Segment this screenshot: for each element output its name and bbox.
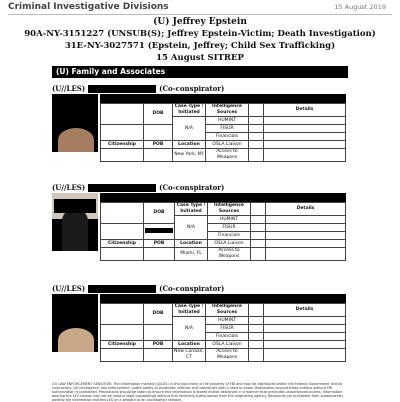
photo-figure xyxy=(58,128,94,152)
redacted-dob xyxy=(145,228,173,233)
pob-label: POB xyxy=(144,240,175,248)
photo-redaction xyxy=(54,94,96,112)
pob-label: POB xyxy=(144,141,173,149)
sitrep-date: 15 August SITREP xyxy=(156,53,244,63)
financials-label: Financials xyxy=(206,333,249,341)
page-header xyxy=(0,0,400,16)
dob-value xyxy=(144,325,173,341)
redacted-name-bar xyxy=(100,193,346,202)
humint-label: HUMINT xyxy=(208,216,251,224)
details-label: Details xyxy=(264,304,346,317)
redacted-name-bar xyxy=(100,94,346,103)
photo-redaction xyxy=(54,294,96,312)
les-disclaimer: (U) LAW ENFORCEMENT SENSITIVE: The information marked (U//LES) in this document is the property of FBI and may be distributed within the Federal Government and its contractors, US intelligence, law enforcement, public safety or protection officials and individuals with a need to know. Distribution beyond these entities without FBI authorization is prohibited. Precautions should be taken to ensure this information is stored and/or destroyed in a manner that precludes unauthorized access. Information bearing the LES caveat may not be used in legal proceedings without first receiving authorization from the originating agency. Recipients are prohibited from subsequently posting the information marked LES on a website or an unclassified network. xyxy=(52,382,344,402)
location-value: New York, NY xyxy=(173,149,206,162)
humint-label: HUMINT xyxy=(206,117,249,125)
associate-table xyxy=(100,202,346,261)
associate-heading xyxy=(52,183,224,192)
case-line-2: 31E-NY-3027571 (Epstein, Jeffrey; Child Sex Trafficking) xyxy=(64,41,336,51)
associate-role: (Co-conspirator) xyxy=(159,284,225,293)
details-label: Details xyxy=(264,104,346,117)
org-name: Criminal Investigative Divisions xyxy=(8,2,169,12)
dob-label: DOB xyxy=(144,203,175,224)
access-label: Access to Weapons xyxy=(208,248,251,261)
fisur-label: FISUR xyxy=(206,125,249,133)
citizenship-label: Citizenship xyxy=(101,341,144,349)
case-value: N/A xyxy=(173,317,206,341)
intel-sources-label: Intelligence Sources xyxy=(206,104,249,117)
intel-sources-label: Intelligence Sources xyxy=(208,203,251,216)
case-value: N/A xyxy=(173,117,206,141)
header-date: 15 August 2019 xyxy=(334,3,386,11)
fisur-label: FISUR xyxy=(208,224,251,232)
document-title: (U) Jeffrey Epstein xyxy=(153,17,247,27)
dob-value xyxy=(144,125,173,141)
humint-label: HUMINT xyxy=(206,317,249,325)
associate-table xyxy=(100,103,346,162)
dob-label: DOB xyxy=(144,304,173,325)
access-label: Access to Weapons xyxy=(206,149,249,162)
location-value: New Canaan, CT xyxy=(174,349,204,360)
associate-photo xyxy=(52,294,98,352)
access-label: Access to Weapons xyxy=(206,349,249,362)
pob-label: POB xyxy=(144,341,173,349)
photo-redaction xyxy=(54,199,96,213)
osla-label: OSLA Liaison xyxy=(206,141,249,149)
case-type-label: Case Type / Initiated xyxy=(173,104,206,117)
associate-role: (Co-conspirator) xyxy=(159,183,225,192)
redacted-name xyxy=(88,85,156,93)
location-label: Location xyxy=(173,341,206,349)
redacted-name-bar xyxy=(100,294,346,303)
classification-marking: (U//LES) xyxy=(52,84,86,93)
classification-marking: (U//LES) xyxy=(52,183,86,192)
section-header xyxy=(52,66,348,78)
financials-label: Financials xyxy=(208,232,251,240)
details-label: Details xyxy=(266,203,346,216)
location-label: Location xyxy=(173,141,206,149)
associate-heading xyxy=(52,284,224,293)
associate-photo xyxy=(52,94,98,152)
associate-heading xyxy=(52,84,224,93)
case-type-label: Case Type / Initiated xyxy=(175,203,208,216)
photo-figure xyxy=(62,209,88,251)
photo-figure xyxy=(58,328,94,352)
case-line-1: 90A-NY-3151227 (UNSUB(S); Jeffrey Epstein-Victim; Death Investigation) xyxy=(24,29,376,39)
case-value: N/A xyxy=(175,216,208,240)
osla-label: OSLA Liaison xyxy=(206,341,249,349)
citizenship-label: Citizenship xyxy=(101,240,144,248)
osla-label: OSLA Liaison xyxy=(208,240,251,248)
redacted-name xyxy=(88,184,156,192)
redacted-name xyxy=(88,285,156,293)
associate-role: (Co-conspirator) xyxy=(159,84,225,93)
associate-table xyxy=(100,303,346,362)
fisur-label: FISUR xyxy=(206,325,249,333)
associate-photo xyxy=(52,193,98,251)
dob-value xyxy=(144,224,175,240)
location-label: Location xyxy=(175,240,208,248)
citizenship-label: Citizenship xyxy=(101,141,144,149)
location-value: Miami, FL xyxy=(175,248,208,261)
dob-label: DOB xyxy=(144,104,173,125)
section-label: (U) Family and Associates xyxy=(56,67,166,76)
case-type-label: Case Type / Initiated xyxy=(173,304,206,317)
header-divider xyxy=(8,14,392,15)
classification-marking: (U//LES) xyxy=(52,284,86,293)
financials-label: Financials xyxy=(206,133,249,141)
intel-sources-label: Intelligence Sources xyxy=(206,304,249,317)
